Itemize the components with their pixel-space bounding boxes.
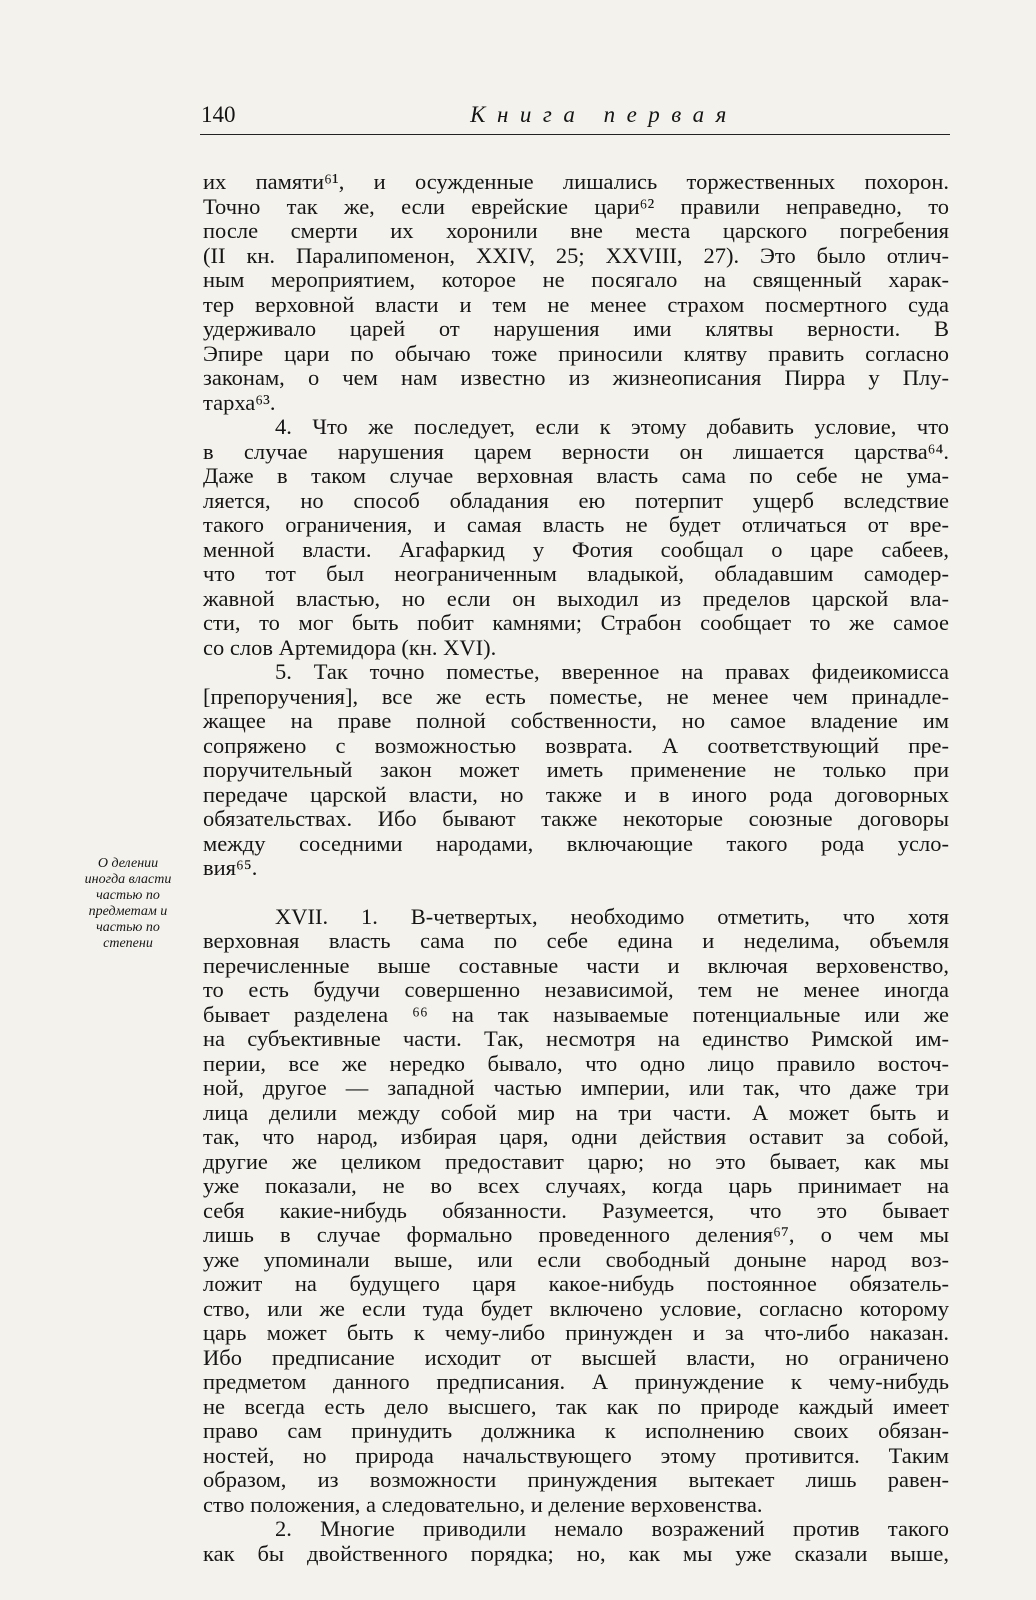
text-line: [препоручения], все же есть поместье, не менее чем принадле- (203, 683, 949, 709)
text-line: то есть будучи совершенно независимой, тем не менее иногда (203, 977, 949, 1002)
margin-note-line: степени (103, 936, 153, 951)
margin-note-line: О делении (97, 856, 159, 871)
text-line: так, что народ, избирая царя, одни действия оставит за собой, (203, 1124, 949, 1149)
body-text (203, 170, 949, 1566)
text-line: на субъективные части. Так, несмотря на единство Римской им- (203, 1026, 949, 1051)
text-line: 5. Так точно поместье, вверенное на правах фидеикомисса (275, 659, 949, 684)
text-line: менной власти. Агафаркид у Фотия сообщал о царе сабеев, (203, 536, 949, 562)
text-line: жащее на праве полной собственности, но самое владение им (203, 708, 949, 733)
margin-note-line: частью по (96, 920, 160, 935)
text-line: что тот был неограниченным владыкой, обладавшим самодер- (203, 561, 949, 586)
text-line: 2. Многие приводили немало возражений против такого (275, 1516, 949, 1541)
text-line: ство, или же если туда будет включено условие, согласно которому (203, 1295, 949, 1321)
text-line: лица делили между собой мир на три части. А может быть и (203, 1099, 949, 1125)
text-line: не всегда есть дело высшего, так как по природе каждый имеет (203, 1393, 949, 1419)
text-line: тарха⁶³. (203, 389, 276, 415)
text-line: удерживало царей от нарушения ими клятвы верности. В (203, 316, 949, 341)
text-line: сти, то мог быть побит камнями; Страбон сообщает то же самое (203, 610, 949, 635)
text-line: сопряжено с возможностью возврата. А соответствующий пре- (203, 732, 949, 758)
text-line: в случае нарушения царем верности он лишается царства⁶⁴. (203, 438, 949, 464)
paragraph-1 (203, 170, 949, 415)
text-line: Ибо предписание исходит от высшей власти, но ограничено (203, 1344, 949, 1370)
paragraph-2 (203, 415, 949, 660)
running-title: Книга первая (470, 102, 738, 127)
paragraph-3 (203, 660, 949, 881)
page-number: 140 (201, 102, 236, 127)
text-line: между соседними народами, включающие такого рода усло- (203, 830, 949, 856)
text-line: Точно так же, если еврейские цари⁶² правили неправедно, то (203, 193, 949, 219)
text-line: обязательствах. Ибо бывают также некоторые союзные договоры (203, 806, 949, 831)
section-gap (203, 881, 949, 905)
text-line: ложит на будущего царя какое-нибудь постоянное обязатель- (203, 1271, 949, 1296)
text-line: ностей, но природа начальствующего этому противится. Таким (203, 1442, 949, 1468)
text-line: 4. Что же последует, если к этому добавить условие, что (275, 414, 949, 439)
text-line: верховная власть сама по себе едина и неделима, объемля (203, 928, 949, 953)
text-line: законам, о чем нам известно из жизнеописания Пирра у Плу- (203, 365, 949, 390)
text-line: тер верховной власти и тем не менее страхом посмертного суда (203, 291, 949, 317)
text-line: вия⁶⁵. (203, 855, 258, 880)
text-line: образом, из возможности принуждения вытекает лишь равен- (203, 1467, 949, 1492)
text-line: после смерти их хоронили вне места царского погребения (203, 218, 949, 243)
text-line: себя какие-нибудь обязанности. Разумеется, что это бывает (203, 1197, 949, 1223)
text-line: их памяти⁶¹, и осужденные лишались торжественных похорон. (203, 169, 949, 194)
text-line: уже показали, не во всех случаях, когда царь принимает на (203, 1173, 949, 1198)
text-line: XVII. 1. В-четвертых, необходимо отметить, что хотя (275, 903, 949, 929)
text-line: Даже в таком случае верховная власть сама по себе не ума- (203, 463, 949, 488)
page-header (200, 102, 950, 132)
text-line: передаче царской власти, но также и в иного рода договорных (203, 781, 949, 807)
margin-note (58, 856, 198, 952)
text-line: ство положения, а следовательно, и деление верховенства. (203, 1491, 763, 1517)
text-line: бывает разделена ⁶⁶ на так называемые потенциальные или же (203, 1001, 949, 1027)
text-line: Эпире цари по обычаю тоже приносили клятву править согласно (203, 340, 949, 366)
margin-note-line: иногда власти (84, 872, 172, 887)
text-line: перечисленные выше составные части и включая верховенство, (203, 952, 949, 978)
paragraph-4 (203, 905, 949, 1518)
header-rule (200, 134, 950, 135)
text-line: со слов Артемидора (кн. XVI). (203, 634, 497, 660)
text-line: царь может быть к чему-либо принужден и за что-либо наказан. (203, 1320, 949, 1345)
text-line: лишь в случае формально проведенного деления⁶⁷, о чем мы (203, 1222, 949, 1247)
margin-note-line: частью по (96, 888, 160, 903)
margin-note-line: предметам и (88, 904, 168, 919)
paragraph-5 (203, 1517, 949, 1566)
text-line: ным мероприятием, которое не посягало на священный харак- (203, 267, 949, 292)
text-line: ляется, но способ обладания ею потерпит ущерб вследствие (203, 487, 949, 513)
text-line: перии, все же нередко бывало, что одно лицо правило восточ- (203, 1050, 949, 1076)
text-line: право сам принудить должника к исполнению своих обязан- (203, 1418, 949, 1443)
text-line: поручительный закон может иметь применение не только при (203, 757, 949, 782)
text-line: уже упоминали выше, или если свободный доныне народ воз- (203, 1246, 949, 1272)
text-line: ной, другое — западной частью империи, или так, что даже три (203, 1075, 949, 1100)
text-line: жавной властью, но если он выходил из пределов царской вла- (203, 585, 949, 611)
text-line: как бы двойственного порядка; но, как мы уже сказали выше, (203, 1540, 949, 1566)
text-line: другие же целиком предоставит царю; но это бывает, как мы (203, 1148, 949, 1174)
text-line: (II кн. Паралипоменон, XXIV, 25; XXVIII, 27). Это было отлич- (203, 242, 949, 268)
text-line: предметом данного предписания. А принуждение к чему-нибудь (203, 1369, 949, 1394)
text-line: такого ограничения, и самая власть не будет отличаться от вре- (203, 512, 949, 537)
